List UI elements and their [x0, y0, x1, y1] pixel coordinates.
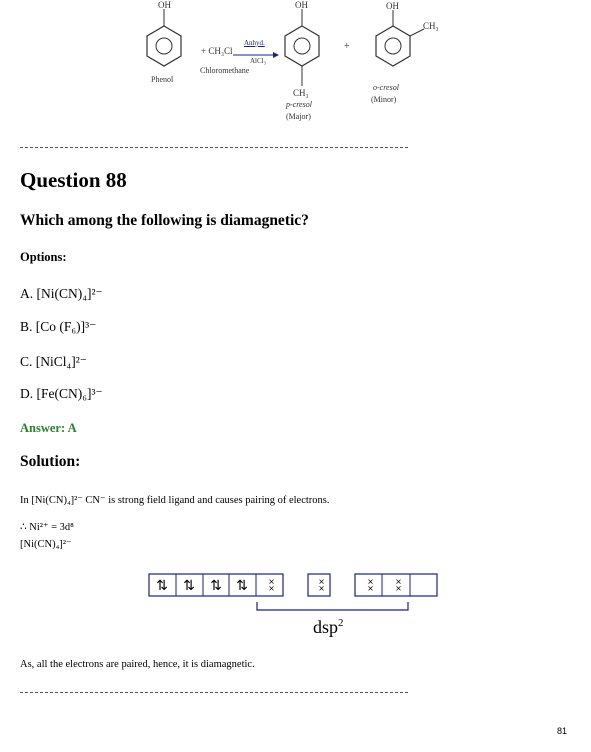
solution-line-3: [Ni(CN)₄]²⁻	[20, 539, 72, 550]
solution-line-1-formula: In [Ni(CN)₄]²⁻ CN⁻	[20, 495, 106, 506]
option-b-letter: B.	[20, 319, 33, 334]
d-orbital-2: ⇅	[183, 578, 195, 594]
o-cresol-oh-label: OH	[386, 1, 399, 11]
p-orbital-2: ××	[394, 578, 403, 592]
d-orbital-3: ⇅	[210, 578, 222, 594]
solution-heading: Solution:	[20, 453, 81, 470]
option-a-formula: [Ni(CN)₄]²⁻	[36, 286, 103, 301]
reagent-formula: + CH₃Cl	[201, 46, 233, 56]
answer-label: Answer: A	[20, 421, 77, 435]
option-c-letter: C.	[20, 354, 33, 369]
divider-bottom	[20, 692, 408, 693]
d-orbital-5: ××	[267, 578, 276, 592]
p-cresol-tag: (Major)	[286, 112, 311, 121]
o-cresol-tag: (Minor)	[371, 95, 397, 104]
option-a	[20, 286, 103, 302]
phenol-name: Phenol	[151, 75, 174, 84]
arrow-top-label: Anhyd.	[244, 39, 265, 47]
option-d-formula: [Fe(CN)₆]³⁻	[36, 386, 103, 401]
question-text: Which among the following is diamagnetic?	[20, 212, 309, 229]
hybridization-bracket	[257, 602, 408, 610]
phenol-structure	[147, 9, 181, 66]
solution-conclusion: As, all the electrons are paired, hence, it is diamagnetic.	[20, 659, 255, 670]
option-d-letter: D.	[20, 386, 34, 401]
s-orbital-electrons: ××	[317, 578, 326, 592]
divider-top	[20, 147, 408, 148]
reagent-name: Chloromethane	[200, 66, 250, 75]
hybridization-label	[313, 617, 344, 638]
option-c-formula: [NiCl₄]²⁻	[35, 354, 87, 369]
hybridization-text: dsp	[313, 617, 339, 637]
solution-line-1	[20, 494, 330, 506]
option-b-formula: [Co (F₆)]³⁻	[35, 319, 97, 334]
p-cresol-structure	[285, 9, 319, 86]
question-title: Question 88	[20, 168, 127, 192]
arrow-bottom-label: AlCl₃	[250, 57, 267, 65]
hybridization-sup: 2	[338, 617, 344, 629]
option-c	[20, 354, 87, 370]
page-number: 81	[556, 726, 567, 736]
o-cresol-ch3-label: CH₃	[423, 21, 439, 31]
phenol-oh-label: OH	[158, 0, 171, 10]
d-orbital-4: ⇅	[236, 578, 248, 594]
d-orbital-1: ⇅	[156, 578, 168, 594]
plus-sign: +	[344, 41, 350, 52]
solution-line-2: ∴ Ni²⁺ = 3d⁸	[20, 522, 74, 533]
solution-line-1-text: is strong field ligand and causes pairing of electrons.	[108, 495, 330, 506]
p-cresol-ch3-label: CH₃	[293, 88, 309, 98]
option-a-letter: A.	[20, 286, 34, 301]
p-cresol-oh-label: OH	[295, 0, 308, 10]
p-cresol-name: p-cresol	[286, 100, 312, 109]
o-cresol-structure	[376, 10, 424, 66]
p-orbital-1: ××	[366, 578, 375, 592]
option-b	[20, 319, 96, 335]
options-heading: Options:	[20, 250, 67, 264]
o-cresol-name: o-cresol	[373, 83, 399, 92]
orbital-diagram	[0, 560, 591, 660]
option-d	[20, 386, 103, 402]
